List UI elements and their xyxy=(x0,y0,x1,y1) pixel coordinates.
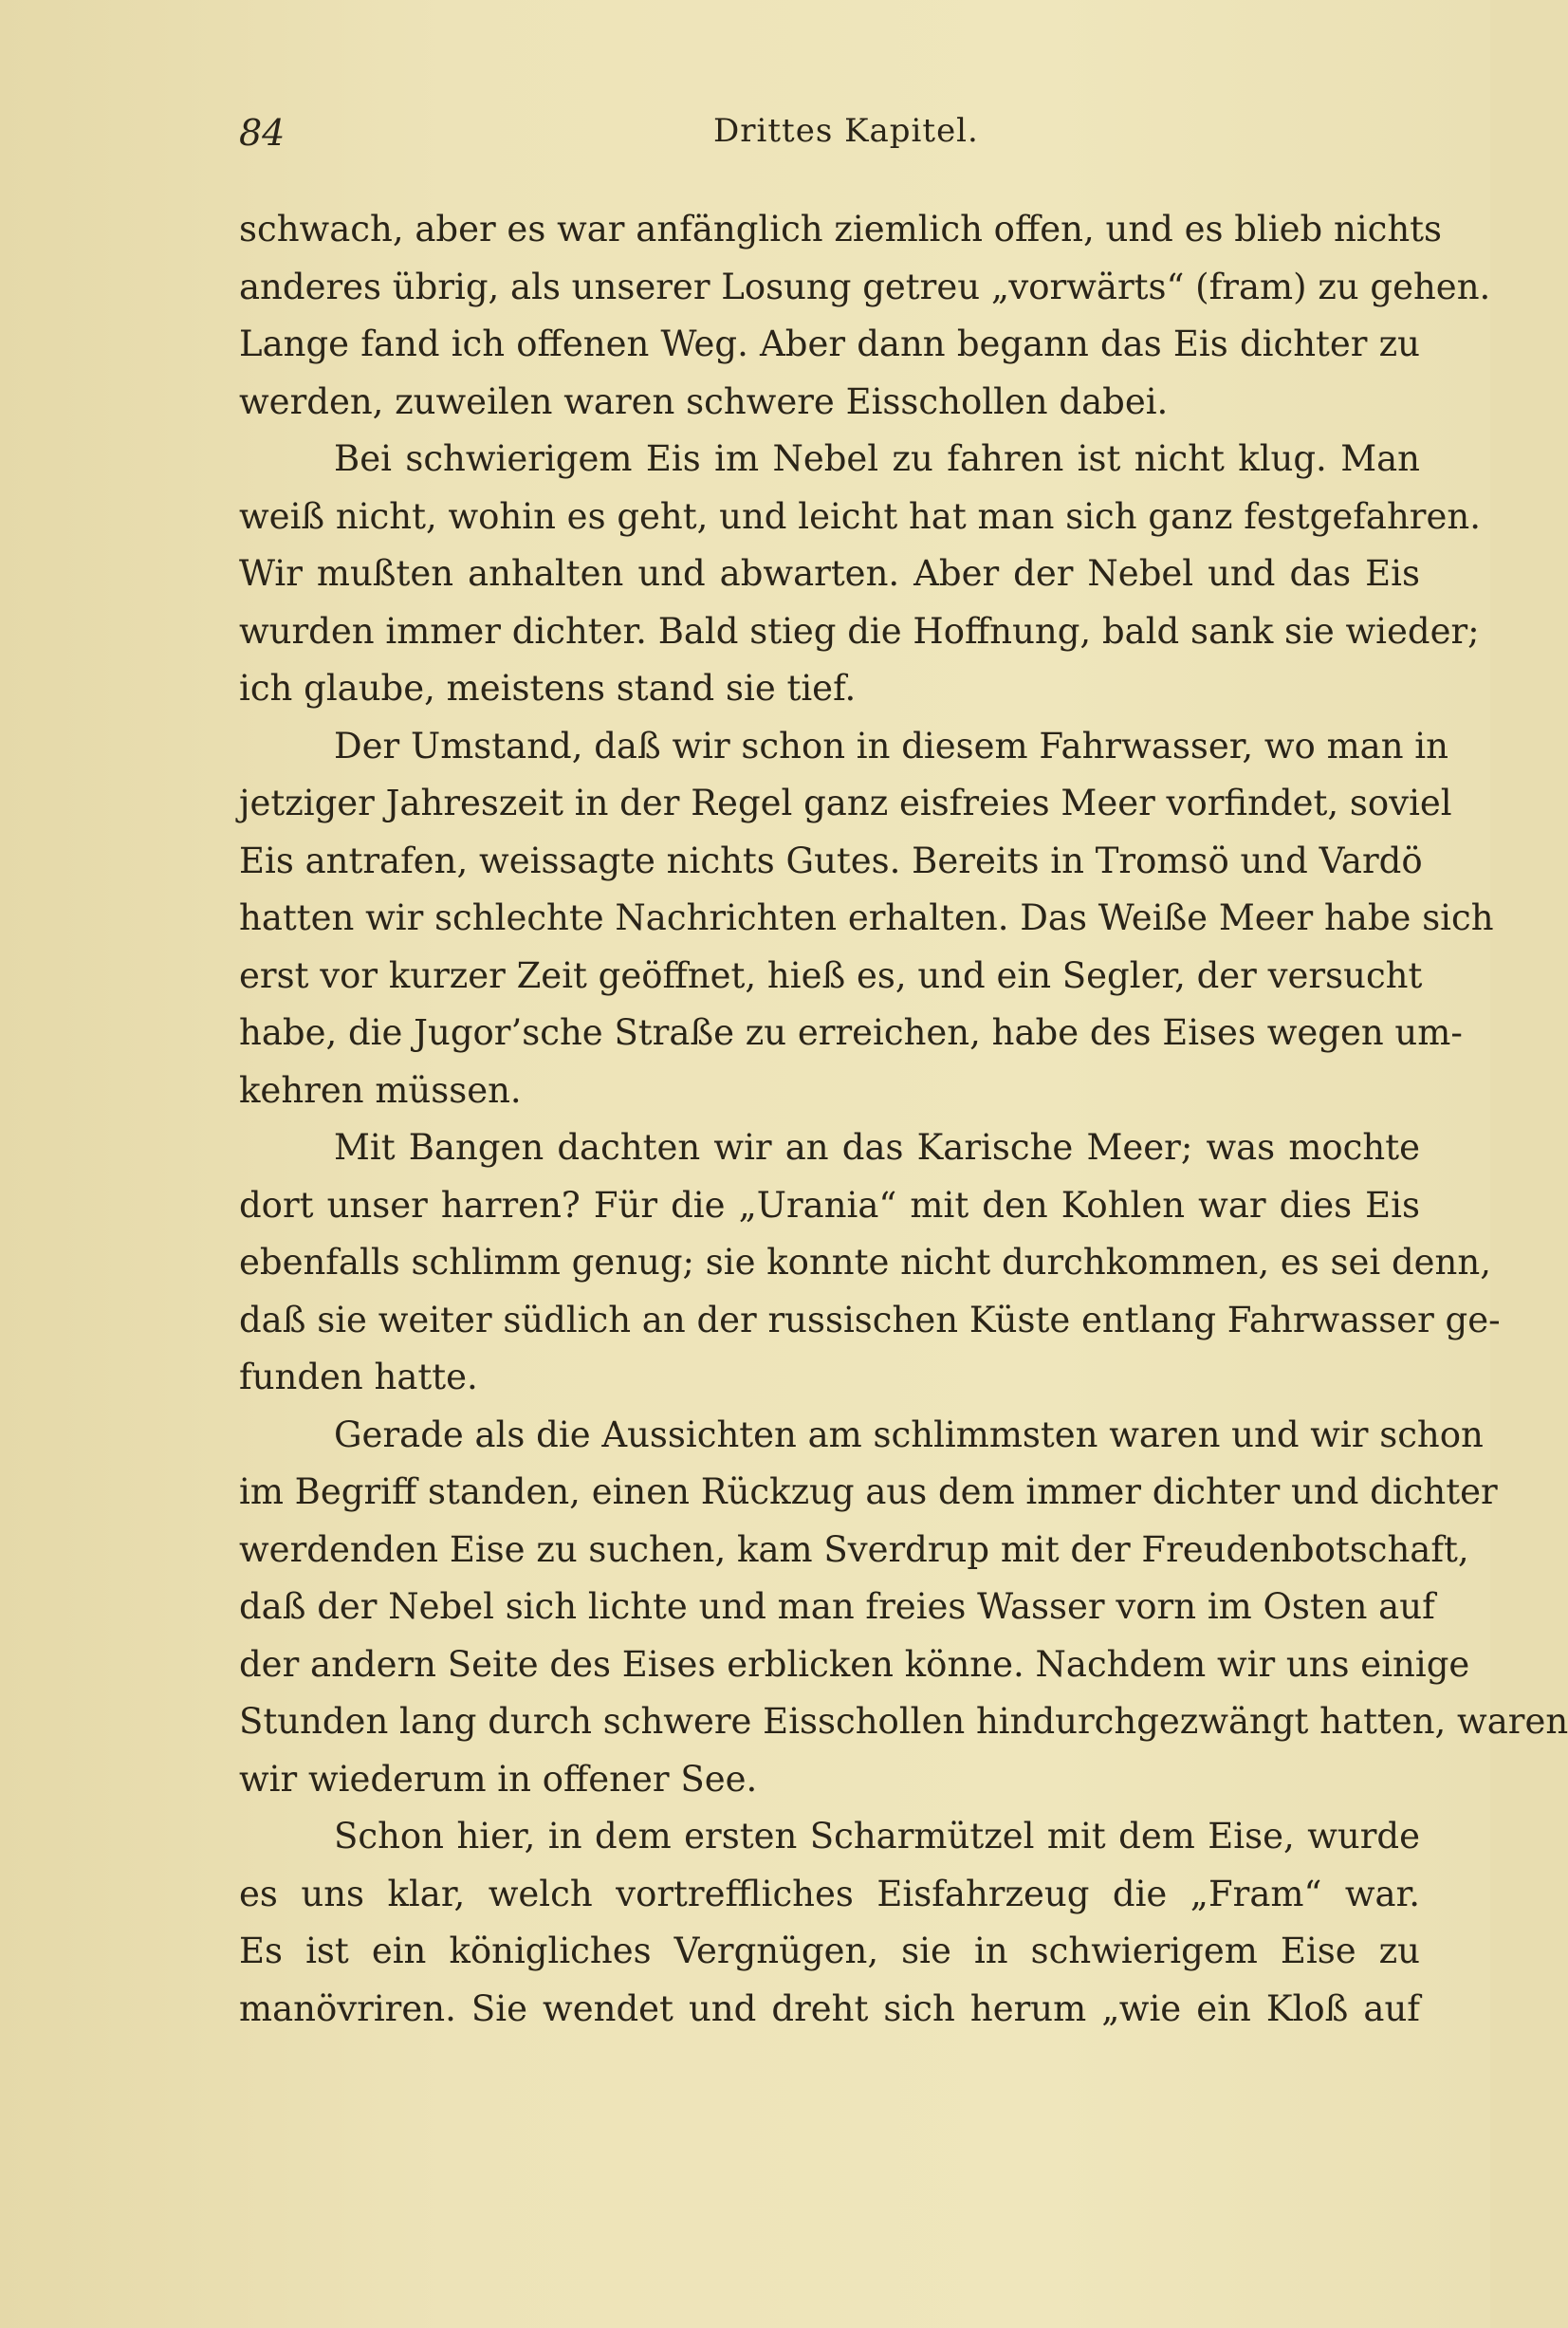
paragraph xyxy=(239,1119,1501,1407)
text-line: Lange fand ich offenen Weg. Aber dann begann das Eis dichter zu xyxy=(239,323,1420,364)
text-line: Gerade als die Aussichten am schlimmsten waren und wir schon xyxy=(334,1413,1484,1455)
text-line: manövriren. Sie wendet und dreht sich herum „wie ein Kloß auf xyxy=(239,1987,1420,2029)
text-line: habe, die Jugor’sche Straße zu erreichen, habe des Eises wegen um- xyxy=(239,1012,1463,1053)
page-number: 84 xyxy=(239,112,286,154)
text-line: Es ist ein königliches Vergnügen, sie in schwierigem Eise zu xyxy=(239,1931,1420,1971)
text-line: Schon hier, in dem ersten Scharmützel mit dem Eise, wurde xyxy=(334,1816,1420,1857)
text-line: funden hatte. xyxy=(239,1357,478,1397)
text-line: Der Umstand, daß wir schon in diesem Fahrwasser, wo man in xyxy=(334,725,1448,767)
text-line: kehren müssen. xyxy=(239,1069,522,1111)
paragraph xyxy=(239,1407,1568,1809)
text-line: daß der Nebel sich lichte und man freies Wasser vorn im Osten auf xyxy=(239,1586,1435,1627)
text-line: Stunden lang durch schwere Eisschollen hindurchgezwängt hatten, waren xyxy=(239,1701,1568,1742)
text-line: werdenden Eise zu suchen, kam Sverdrup mit der Freudenbotschaft, xyxy=(239,1528,1469,1570)
text-line: jetziger Jahreszeit in der Regel ganz eisfreies Meer vorfindet, soviel xyxy=(239,783,1452,823)
body-text xyxy=(239,201,1568,2038)
text-line: Eis antrafen, weissagte nichts Gutes. Bereits in Tromsö und Vardö xyxy=(239,840,1423,881)
running-head: Drittes Kapitel. xyxy=(713,112,979,150)
text-line: wir wiederum in offener See. xyxy=(239,1758,758,1800)
text-line: ich glaube, meistens stand sie tief. xyxy=(239,668,857,709)
text-line: im Begriff standen, einen Rückzug aus dem immer dichter und dichter xyxy=(239,1471,1498,1512)
page-header xyxy=(239,112,1415,169)
text-line: werden, zuweilen waren schwere Eisschollen dabei. xyxy=(239,380,1169,422)
paragraph xyxy=(239,718,1494,1120)
text-line: Mit Bangen dachten wir an das Karische Meer; was mochte xyxy=(334,1127,1420,1168)
text-line: Bei schwierigem Eis im Nebel zu fahren ist nicht klug. Man xyxy=(334,438,1420,479)
text-line: erst vor kurzer Zeit geöffnet, hieß es, und ein Segler, der versucht xyxy=(239,954,1423,996)
text-line: anderes übrig, als unserer Losung getreu „vorwärts“ (fram) zu gehen. xyxy=(239,266,1491,307)
text-line: schwach, aber es war anfänglich ziemlich offen, und es blieb nichts xyxy=(239,209,1443,249)
paragraph xyxy=(239,431,1481,718)
text-line: der andern Seite des Eises erblicken könne. Nachdem wir uns einige xyxy=(239,1643,1470,1685)
text-line: daß sie weiter südlich an der russischen Küste entlang Fahrwasser ge- xyxy=(239,1299,1501,1340)
text-line: wurden immer dichter. Bald stieg die Hoffnung, bald sank sie wieder; xyxy=(239,610,1480,652)
text-line: Wir mußten anhalten und abwarten. Aber der Nebel und das Eis xyxy=(239,553,1420,594)
text-line: weiß nicht, wohin es geht, und leicht hat man sich ganz festgefahren. xyxy=(239,495,1481,537)
text-line: ebenfalls schlimm genug; sie konnte nicht durchkommen, es sei denn, xyxy=(239,1242,1491,1283)
text-line: dort unser harren? Für die „Urania“ mit den Kohlen war dies Eis xyxy=(239,1184,1420,1226)
text-line: es uns klar, welch vortreffliches Eisfahrzeug die „Fram“ war. xyxy=(239,1873,1420,1914)
paragraph xyxy=(239,201,1491,431)
text-line: hatten wir schlechte Nachrichten erhalten. Das Weiße Meer habe sich xyxy=(239,897,1494,938)
paragraph xyxy=(239,1808,1420,2038)
